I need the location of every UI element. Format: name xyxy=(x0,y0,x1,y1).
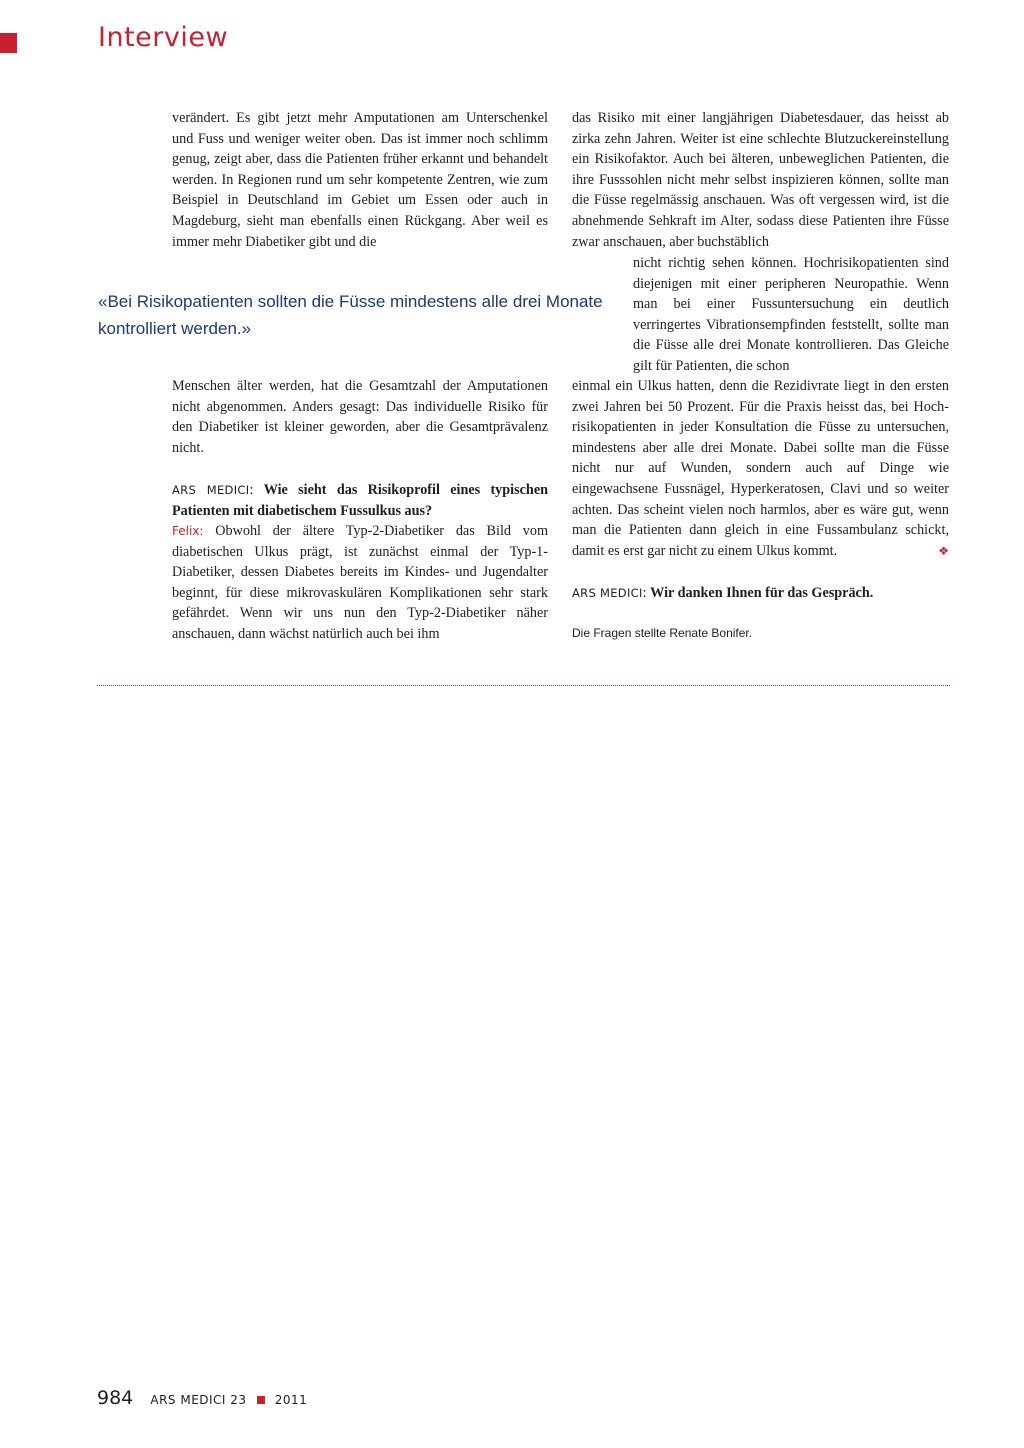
col2-paragraph-3 xyxy=(572,376,949,561)
journal-year: 2011 xyxy=(274,1393,308,1407)
col1-paragraph-1: verändert. Es gibt jetzt mehr Amputationen am Unterschenkel und Fuss und weniger weiter oben. Das ist immer noch schlimm genug, zeigt aber, dass die Patienten früher erkannt und behandelt werden. In Regionen rund um sehr kompetente Zentren, wie zum Beispiel in Deutschland im Gebiet um Essen oder auch in Magdeburg, sieht man ebenfalls einen Rückgang. Aber weil es immer mehr Diabetiker gibt und die xyxy=(172,110,548,250)
journal-name: ARS MEDICI 23 xyxy=(150,1393,247,1407)
col2-paragraph-2: nicht richtig sehen können. Hochrisikopatienten sind diejenigen mit einer peripheren Neuropathie. Wenn man bei einer Fussuntersuchung ein deutlich verringertes Vibrationsempfinden feststellt, sollte man die Füsse alle drei Monate kontrollieren. Das Gleiche gilt für Patienten, die schon xyxy=(633,255,949,374)
dotted-divider xyxy=(97,685,950,686)
pull-quote: «Bei Risikopatienten sollten die Füsse mindestens alle drei Monate kontrolliert werden.» xyxy=(98,292,603,338)
interviewer-credit: Die Fragen stellte Renate Bonifer. xyxy=(572,626,753,640)
end-of-article-icon: ❖ xyxy=(938,543,949,558)
question-text: Wie sieht das Risikoprofil eines typischen Patienten mit diabetischem Fussulkus aus? xyxy=(172,482,549,519)
page-number: 984 xyxy=(97,1387,134,1409)
answer-text: Obwohl der ältere Typ-2-Diabetiker das Bild vom diabetischen Ulkus prägt, ist zunächst einmal der Typ-1-Diabetiker, dessen Diabetes bereits im Kindes- und Jugendalter beginnt, für diese mikrovaskulären Komplikationen sehr stark gefährdet. Wenn wir uns nun den Typ-2-Diabetiker näher anschauen, dann wächst natürlich auch bei ihm xyxy=(172,523,549,642)
footer-square-icon xyxy=(257,1396,265,1404)
speaker-label: Felix: xyxy=(172,524,204,538)
col1-paragraph-2: Menschen älter werden, hat die Gesamtzahl der Amputationen nicht abgenommen. Anders gesagt: Das individuelle Risiko für den Diabetiker ist kleiner geworden, aber die Gesamtprävalenz nicht. xyxy=(172,378,548,456)
question-label: ARS MEDICI xyxy=(172,483,250,497)
section-title: Interview xyxy=(98,22,229,53)
section-marker xyxy=(0,33,17,53)
interview-question-1: ARS MEDICI: Wie sieht das Risikoprofil eines typischen Patienten mit diabetischem Fussulkus aus? xyxy=(172,482,549,519)
col2-paragraph-3-text: einmal ein Ulkus hatten, denn die Rezidivrate liegt in den ersten zwei Jahren bei 50 Prozent. Für die Praxis heisst das, bei Hoch-risikopatienten in jeder Konsultation die Füsse zu untersuchen, mindestens aber alle drei Monate. Dabei sollte man die Füsse nicht nur auf Wunden, sondern auch auf Dinge wie eingewachsene Fussnägel, Hyperkeratosen, Clavi und so weiter achten. Das scheint vielen noch harmlos, aber es wäre gut, wenn man die Patienten dann gleich in eine Fussambulanz schickt, damit es erst gar nicht zu einem Ulkus kommt. xyxy=(572,378,949,559)
interview-answer-1 xyxy=(172,521,548,645)
col2-paragraph-1: das Risiko mit einer langjährigen Diabetesdauer, das heisst ab zirka zehn Jahren. Weiter ist eine schlechte Blutzuckereinstellung ein Risikofaktor. Auch bei älteren, unbeweglichen Patienten, die ihre Fusssohlen nicht mehr selbst inspizieren können, sollte man die Füsse regelmässig anschauen. Was oft vergessen wird, ist die abnehmende Sehkraft im Alter, sodass diese Patienten ihre Füsse zwar anschauen, aber buchstäblich xyxy=(572,110,949,250)
page-footer xyxy=(97,1387,307,1409)
closing-line: ARS MEDICI: Wir danken Ihnen für das Gespräch. xyxy=(572,585,874,601)
closing-label: ARS MEDICI xyxy=(572,586,643,600)
closing-text: Wir danken Ihnen für das Gespräch. xyxy=(650,585,874,601)
